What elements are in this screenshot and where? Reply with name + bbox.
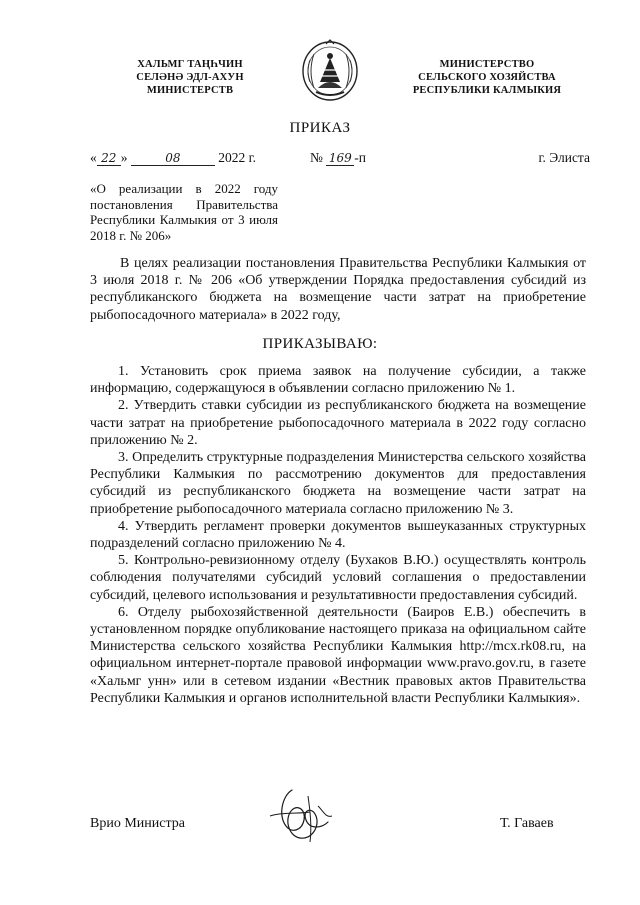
- order-item: 5. Контрольно-ревизионному отделу (Бухаков В.Ю.) осуществлять контроль соблюдения получателями субсидий условий соглашения о предоставлении субсидий, целевого использования и результативности предоставления субсидий.: [90, 553, 586, 603]
- date-quote-close: »: [120, 150, 128, 165]
- document-dateline: [90, 150, 590, 170]
- signatory-name: Т. Гаваев: [500, 816, 554, 831]
- header-kalmyk-line: ХАЛЬМГ ТАҢҺЧИН: [137, 59, 243, 70]
- header-russian: [392, 58, 582, 97]
- order-item: 6. Отделу рыбохозяйственной деятельности (Баиров Е.В.) обеспечить в установленном порядке опубликование настоящего приказа на официальном сайте Министерства сельского хозяйства Республики Калмыкия http://mcx.rk08.ru, на официальном интернет-портале правовой информации www.pravo.gov.ru, в газете «Хальмг унн» или в сетевом издании «Вестник правовых актов Правительства Республики Калмыкия и органов исполнительной власти Республики Калмыкия».: [90, 604, 586, 706]
- number-suffix: -п: [354, 150, 366, 165]
- order-date: [90, 150, 256, 166]
- signatory-title: Врио Министра: [90, 816, 185, 831]
- order-number: [310, 150, 366, 166]
- number-sign: №: [310, 150, 323, 165]
- order-subject: «О реализации в 2022 году постановления Правительства Республики Калмыкия от 3 июля 2018 г. № 206»: [90, 181, 278, 243]
- header-russian-line: РЕСПУБЛИКИ КАЛМЫКИЯ: [412, 85, 562, 96]
- emblem-icon: [300, 38, 360, 102]
- header-kalmyk-line: СЕЛӘНӘ ЭДЛ-АХУН: [136, 72, 244, 83]
- order-city: г. Элиста: [538, 150, 590, 165]
- date-quote-open: «: [90, 150, 97, 165]
- date-day: 22: [97, 151, 121, 166]
- header-kalmyk-line: МИНИСТЕРСТВ: [146, 85, 234, 96]
- header-russian-line: СЕЛЬСКОГО ХОЗЯЙСТВА: [418, 72, 556, 83]
- date-year: 2022 г.: [218, 150, 257, 165]
- order-directive-heading: ПРИКАЗЫВАЮ:: [262, 336, 378, 352]
- order-preamble: В целях реализации постановления Правительства Республики Калмыкия от 3 июля 2018 г. № 206 «Об утверждении Порядка предоставления субсидий из республиканского бюджета на возмещение части затрат на приобретение рыбопосадочного материала» в 2022 году,: [90, 256, 586, 323]
- date-month: 08: [131, 151, 215, 166]
- number-value: 169: [326, 151, 354, 166]
- document-type: ПРИКАЗ: [289, 120, 351, 136]
- order-item: 1. Установить срок приема заявок на получение субсидии, а также информацию, содержащуюся в объявлении согласно приложению № 1.: [90, 364, 586, 397]
- header-russian-line: МИНИСТЕРСТВО: [439, 59, 535, 70]
- order-item: 3. Определить структурные подразделения Министерства сельского хозяйства Республики Калмыкия по рассмотрению документов для предоставления субсидий из республиканского бюджета на возмещение части затрат на приобретение рыбопосадочного материала согласно приложению № 3.: [90, 450, 586, 517]
- order-item: 2. Утвердить ставки субсидии из республиканского бюджета на возмещение части затрат на приобретение рыбопосадочного материала в 2022 году согласно приложению № 2.: [90, 398, 586, 448]
- order-items-list: [90, 363, 586, 707]
- order-item: 4. Утвердить регламент проверки документов вышеуказанных структурных подразделений согласно приложению № 4.: [90, 518, 586, 552]
- header-kalmyk: [95, 58, 285, 97]
- handwritten-signature-icon: [262, 786, 340, 846]
